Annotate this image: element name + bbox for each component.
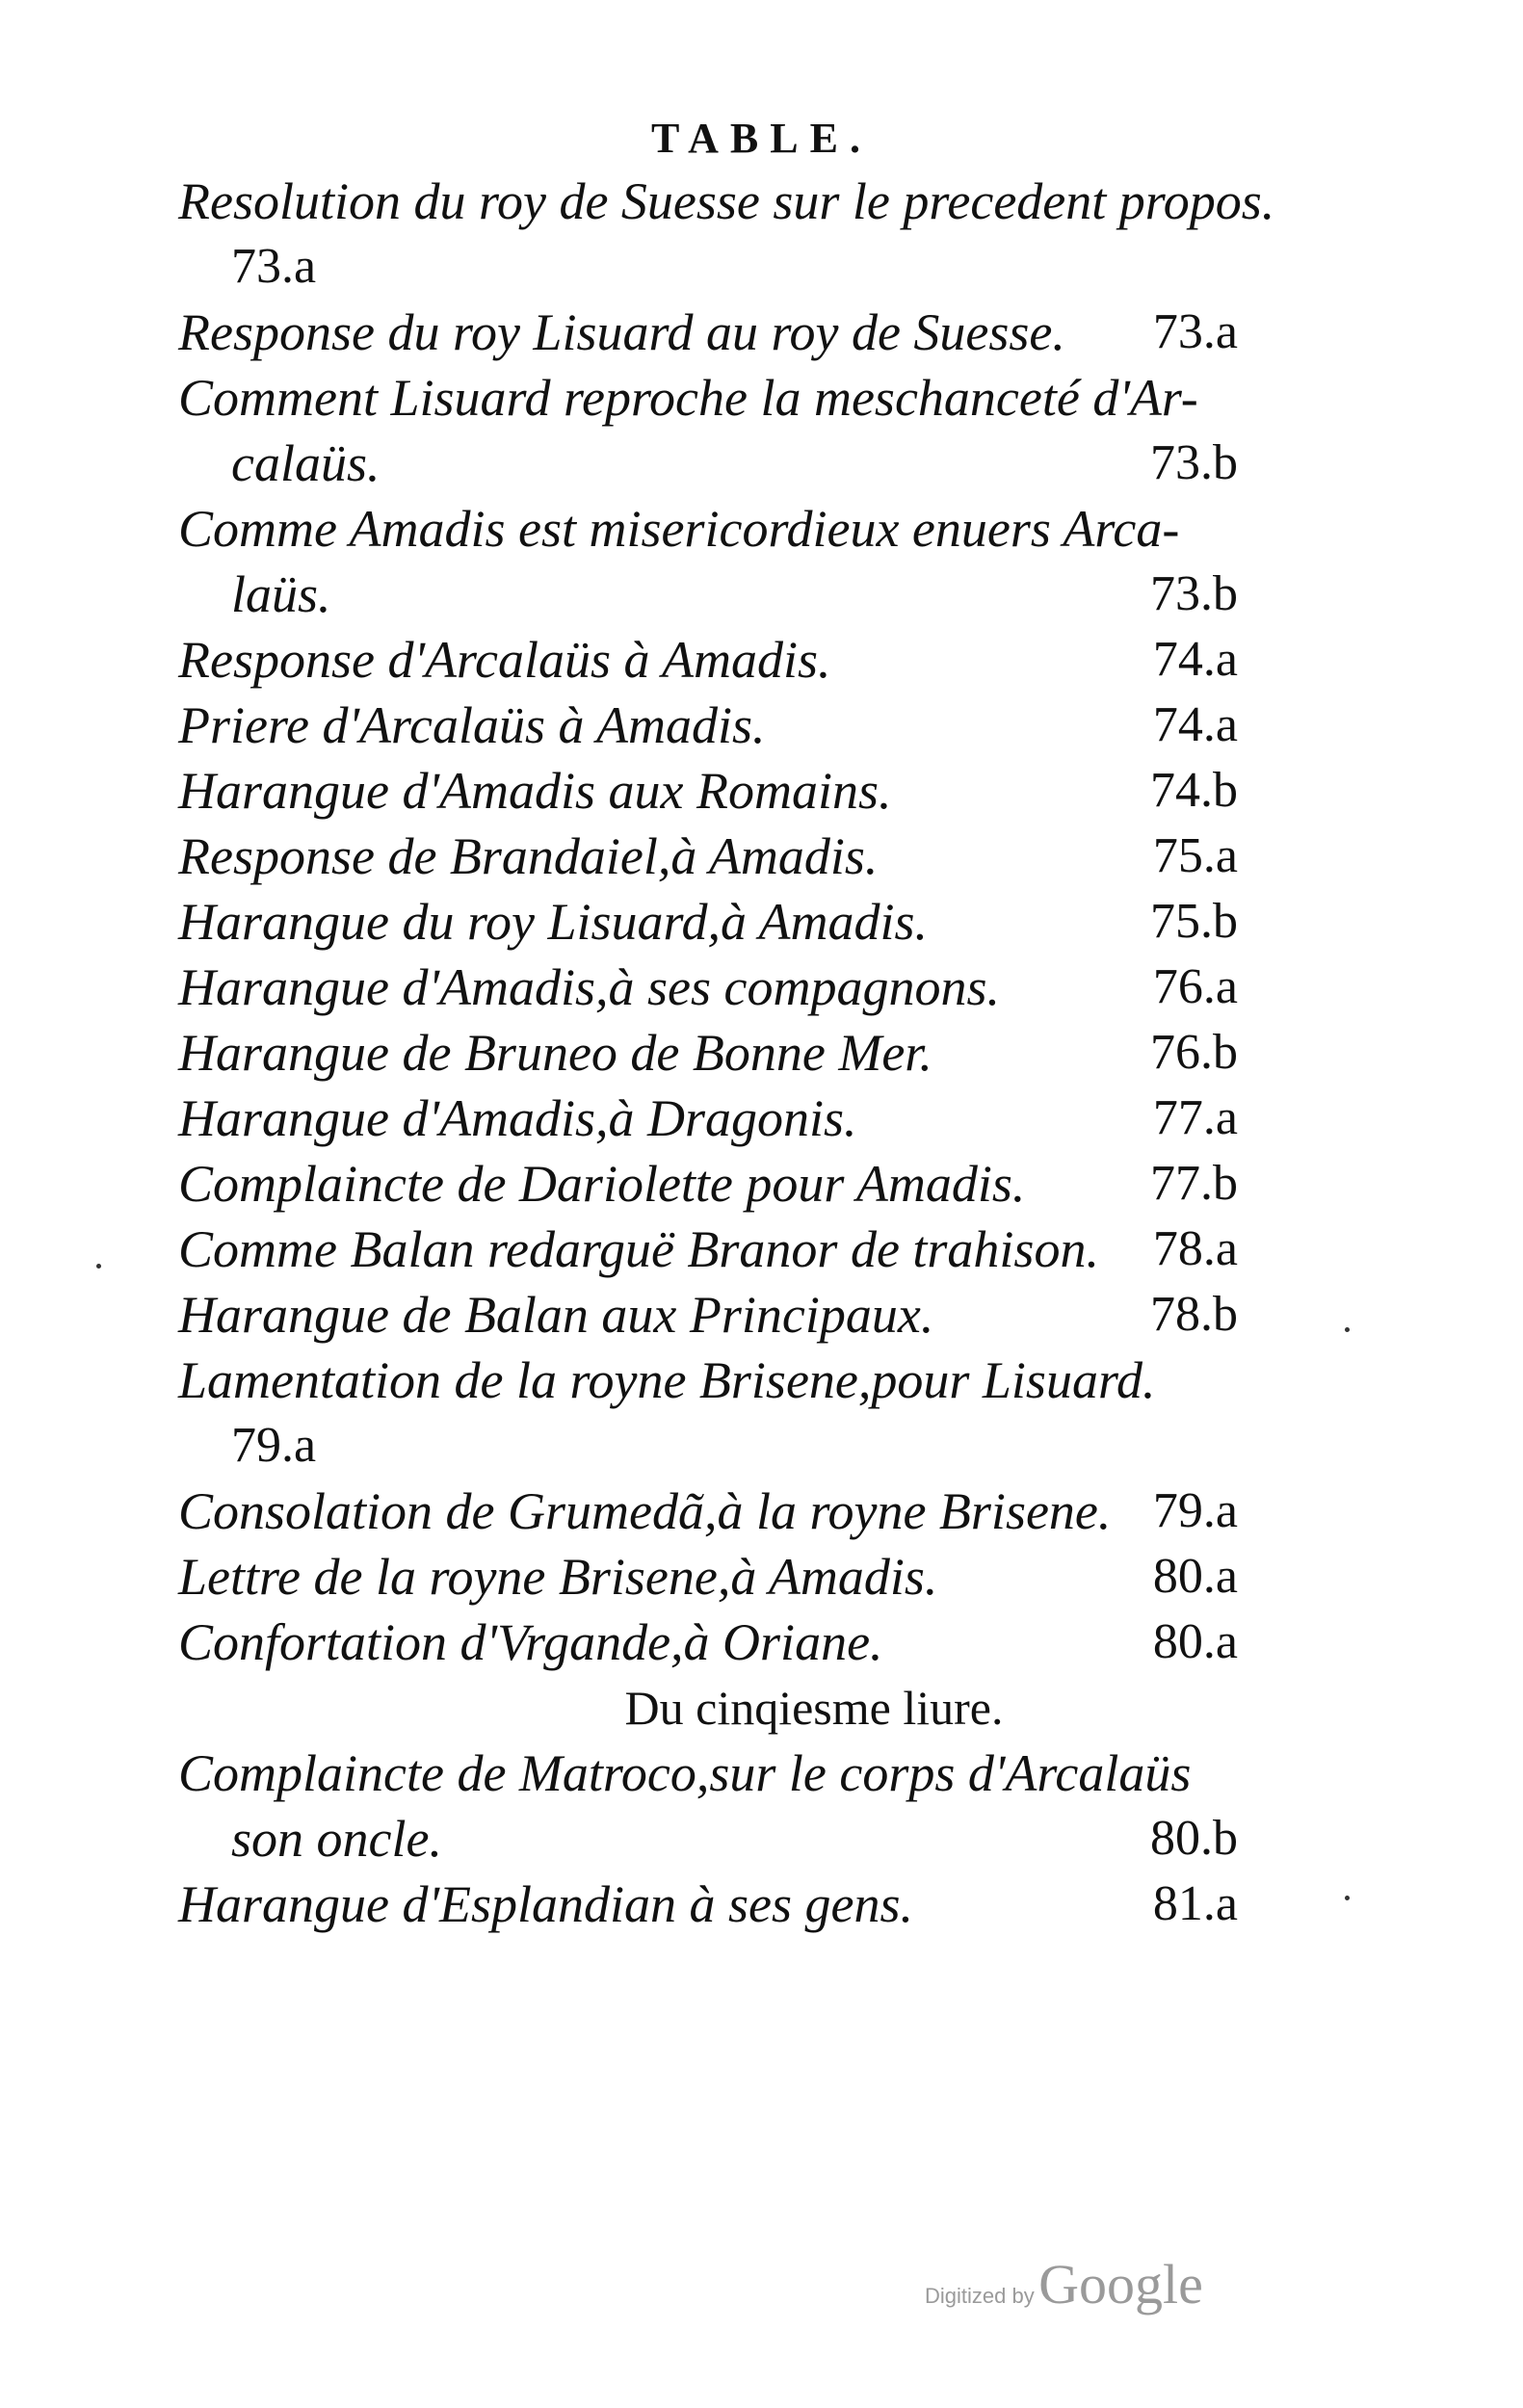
toc-entry <box>178 627 1238 693</box>
toc-entry-page: 80.b <box>1150 1811 1238 1866</box>
toc-entry-page: 74.a <box>1152 697 1238 752</box>
toc-entry-page: 80.a <box>1152 1549 1238 1604</box>
toc-entry-title: son oncle. <box>231 1810 442 1868</box>
toc-entry-page: 80.a <box>1152 1614 1238 1669</box>
toc-entry <box>178 1282 1238 1348</box>
toc-entry <box>178 1217 1238 1282</box>
toc-entry-title: calaüs. <box>231 434 381 492</box>
toc-entry-title: Comme Balan redarguë Branor de trahison. <box>178 1220 1099 1278</box>
toc-entry-page: 76.a <box>1152 959 1238 1014</box>
toc-entry-title: Confortation d'Vrgande,à Oriane. <box>178 1613 883 1671</box>
toc-entry-page: 73.b <box>1150 435 1238 490</box>
toc-entry-title: Harangue de Balan aux Principaux. <box>178 1286 934 1344</box>
section-heading: Du cinqiesme liure. <box>624 1681 1004 1735</box>
toc-entry <box>178 955 1238 1020</box>
toc-entry <box>178 169 1275 300</box>
toc-entry-page: 81.a <box>1152 1876 1238 1931</box>
toc-entry <box>178 1544 1238 1610</box>
toc-entry <box>178 693 1238 758</box>
toc-entry-title: Harangue du roy Lisuard,à Amadis. <box>178 893 929 951</box>
toc-entry-title: Harangue d'Esplandian à ses gens. <box>178 1875 914 1933</box>
toc-entry-title: Resolution du roy de Suesse sur le precedent propos. <box>178 172 1275 230</box>
toc-entry-page: 78.a <box>1152 1221 1238 1276</box>
toc-entry-page: 73.a <box>1152 304 1238 359</box>
table-of-contents <box>178 169 1275 1937</box>
toc-entry-title: Lamentation de la royne Brisene,pour Lisuard. <box>178 1351 1156 1409</box>
toc-entry-page: 75.b <box>1150 894 1238 949</box>
toc-entry <box>178 1479 1238 1544</box>
ink-speck <box>1345 1896 1350 1900</box>
toc-entry-title: Harangue d'Amadis,à Dragonis. <box>178 1089 857 1147</box>
toc-entry <box>178 1086 1238 1151</box>
toc-entry <box>178 1741 1238 1871</box>
toc-entry-page: 73.a <box>231 239 317 294</box>
toc-entry <box>178 1348 1238 1479</box>
toc-entry <box>178 496 1238 627</box>
toc-entry-title: Response de Brandaiel,à Amadis. <box>178 827 879 885</box>
toc-entry-title: Comment Lisuard reproche la meschanceté d'Ar- <box>178 369 1198 427</box>
toc-entry-page: 74.b <box>1150 763 1238 818</box>
toc-entry-title: Complaincte de Matroco,sur le corps d'Arcalaüs <box>178 1744 1192 1802</box>
toc-entry-title: laüs. <box>231 565 331 623</box>
toc-entry-title: Complaincte de Dariolette pour Amadis. <box>178 1155 1026 1213</box>
toc-entry <box>178 1151 1238 1217</box>
toc-entry-title: Harangue d'Amadis,à ses compagnons. <box>178 958 1001 1016</box>
toc-entry-title: Harangue d'Amadis aux Romains. <box>178 762 892 820</box>
toc-entry-page: 75.a <box>1152 828 1238 883</box>
watermark-google-logo: Google <box>1038 2253 1203 2316</box>
toc-entry-title: Priere d'Arcalaüs à Amadis. <box>178 696 766 754</box>
toc-entry-title: Response d'Arcalaüs à Amadis. <box>178 631 831 689</box>
toc-entry <box>178 758 1238 824</box>
toc-entry-page: 77.a <box>1152 1090 1238 1145</box>
ink-speck <box>96 1264 101 1269</box>
toc-entry-page: 79.a <box>1152 1483 1238 1538</box>
toc-entry <box>178 1871 1238 1937</box>
digitized-watermark <box>925 2252 1233 2316</box>
toc-entry-page: 77.b <box>1150 1156 1238 1211</box>
toc-entry-page: 73.b <box>1150 566 1238 621</box>
toc-entry <box>178 1020 1238 1086</box>
toc-entry <box>178 889 1238 955</box>
toc-entry-title: Harangue de Bruneo de Bonne Mer. <box>178 1024 932 1082</box>
toc-entry-page: 74.a <box>1152 632 1238 687</box>
toc-entry-page: 76.b <box>1150 1025 1238 1080</box>
toc-entry <box>178 365 1238 496</box>
toc-entry-title: Lettre de la royne Brisene,à Amadis. <box>178 1548 938 1606</box>
ink-speck <box>1345 1327 1350 1332</box>
toc-entry <box>178 1610 1238 1675</box>
toc-entry <box>178 300 1238 365</box>
watermark-small-text: Digitized by <box>925 2284 1035 2308</box>
toc-entry-title: Comme Amadis est misericordieux enuers Arca- <box>178 500 1180 558</box>
page-heading: TABLE. <box>651 115 872 162</box>
toc-entry <box>178 824 1238 889</box>
toc-entry-title: Consolation de Grumedã,à la royne Brisene. <box>178 1482 1112 1540</box>
toc-entry-title: Response du roy Lisuard au roy de Suesse. <box>178 303 1065 361</box>
toc-entry-page: 78.b <box>1150 1287 1238 1342</box>
toc-entry-page: 79.a <box>231 1418 317 1473</box>
